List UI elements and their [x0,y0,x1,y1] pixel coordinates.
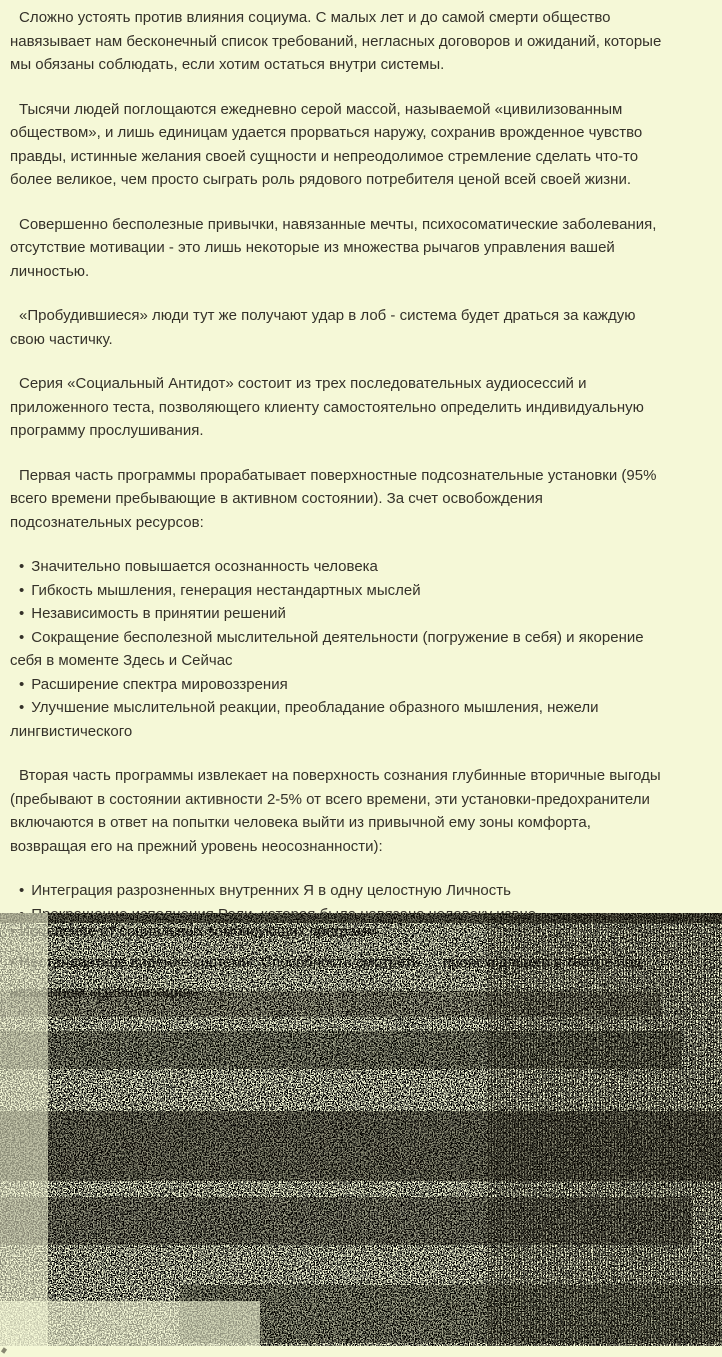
list-item-text: Гибкость мышления, генерация нестандартных мыслей [31,581,421,599]
paragraph: «Пробудившиеся» люди тут же получают удар в лоб - система будет драться за каждую свою частичку. [10,307,636,348]
corrupted-noise-region [0,913,722,1346]
paragraph: Сложно устоять против влияния социума. С малых лет и до самой смерти общество навязывает нам бесконечный список требований, негласных договоров и ожиданий, которые мы обязаны соблюдать, если хотим остаться внутри системы. [10,9,662,73]
noise-light-patch [0,913,48,1346]
list-item [10,602,668,626]
list-item [10,626,668,673]
list-item-text: Независимость в принятии решений [31,605,286,622]
paragraph: Серия «Социальный Антидот» состоит из трех последовательных аудиосессий и приложенного теста, позволяющего клиенту самостоятельно определить индивидуальную программу прослушивания. [10,375,644,439]
benefits-list-part1 [10,555,668,743]
list-item-text: Сокращение бесполезной мыслительной деятельности (погружение в себя) и якорение себя в моменте Здесь и Сейчас [10,628,644,669]
list-item [10,879,668,903]
bullet-icon: • [19,605,25,622]
stray-mark [1,1347,7,1353]
bullet-icon: • [19,558,25,575]
paragraph: Совершенно бесполезные привычки, навязанные мечты, психосоматические заболевания, отсутствие мотивации - это лишь некоторые из множества рычагов управления вашей личностью. [10,215,657,280]
list-item-text: Улучшение мыслительной реакции, преобладание образного мышления, нежели лингвистического [10,699,599,740]
bullet-icon: • [19,699,25,716]
list-item-text: Интеграция разрозненных внутренних Я в одну целостную Личность [31,882,511,899]
paragraph: Вторая часть программы извлекает на поверхность сознания глубинные вторичные выгоды (пребывают в состоянии активности 2-5% от всего времени, эти установки-предохранители включаются в ответ на попытки человека выйти из привычной ему зоны комфорта, возвращая его на прежний уровень неосознанности): [10,767,661,855]
paragraph: Тысячи людей поглощаются ежедневно серой массой, называемой «цивилизованным обществом», и лишь единицам удается прорваться наружу, сохранив врожденное чувство правды, истинные желания своей сущности и непреодолимое стремление сделать что-то более великое, чем просто сыграть роль рядового потребителя ценой всей своей жизни. [10,100,643,188]
list-item [10,696,668,743]
list-item [10,579,668,603]
bullet-icon: • [19,628,25,646]
list-item [10,673,668,697]
noise-vertical-stripes [488,913,722,1346]
bullet-icon: • [19,882,25,899]
list-item [10,555,668,579]
list-item-text: Расширение спектра мировоззрения [31,675,288,693]
bullet-icon: • [19,581,25,599]
paragraph: Первая часть программы прорабатывает поверхностные подсознательные установки (95% всего времени пребывающие в активном состоянии). За счет освобождения подсознательных ресурсов: [10,466,657,531]
article-text [10,6,668,947]
noise-light-patch [0,1301,260,1346]
list-item-text: Значительно повышается осознанность человека [31,558,378,575]
bullet-icon: • [19,675,25,693]
